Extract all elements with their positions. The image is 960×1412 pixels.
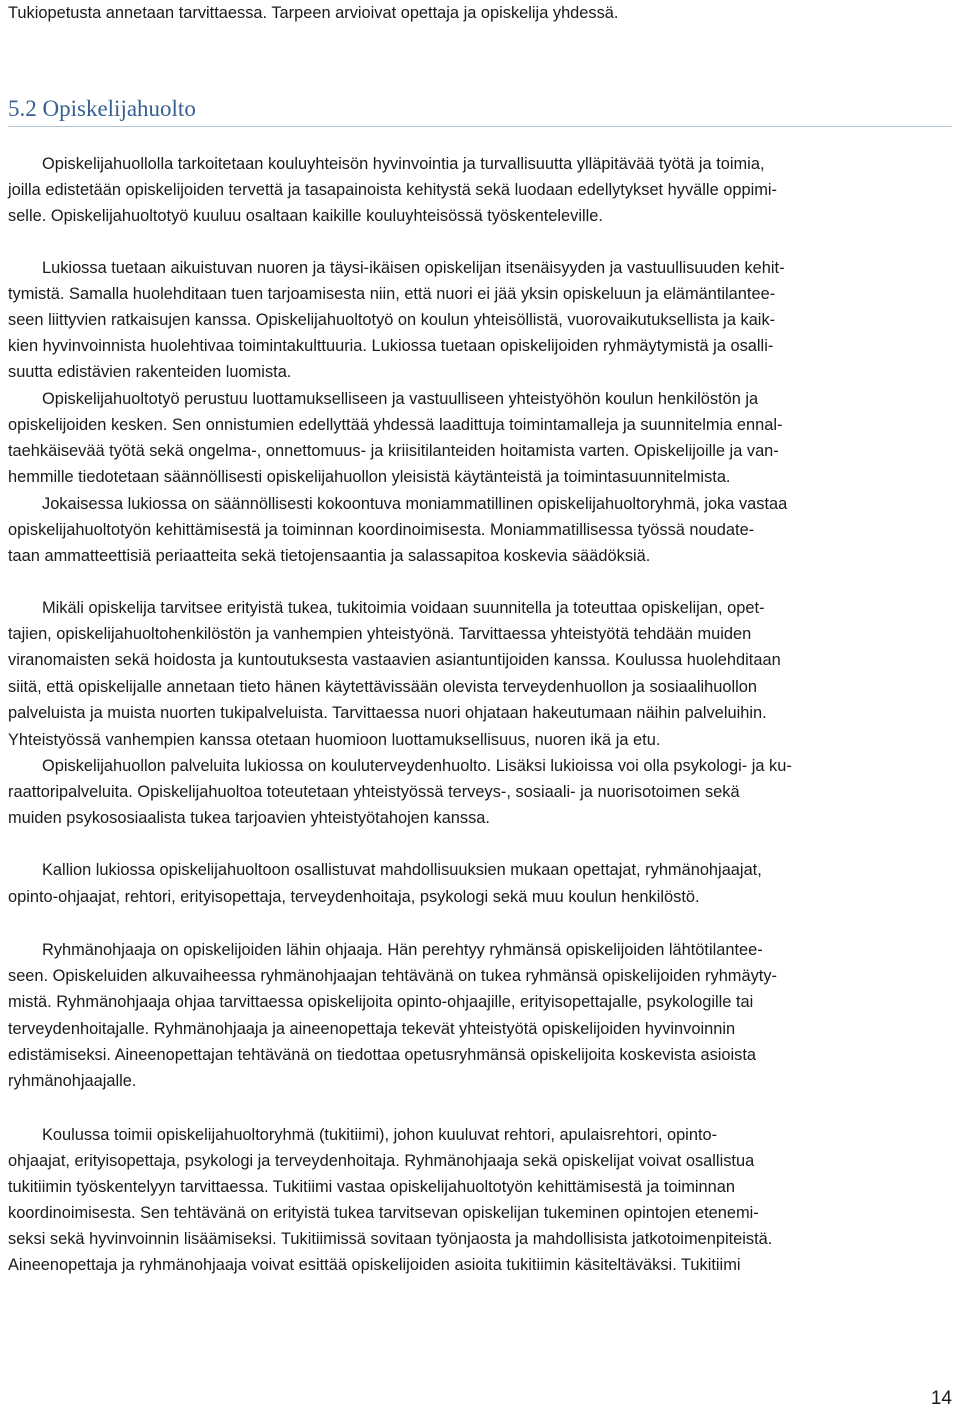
- paragraph-line: ohjaajat, erityisopettaja, psykologi ja terveydenhoitaja. Ryhmänohjaaja sekä opiskelijat voivat osallistua: [8, 1152, 755, 1170]
- paragraph-line: kien hyvinvoinnista huolehtivaa toimintakulttuuria. Lukiossa tuetaan opiskelijoiden ryhmäytymistä ja osalli-: [8, 337, 774, 355]
- paragraph-line: tajien, opiskelijahuoltohenkilöstön ja vanhempien yhteistyönä. Tarvittaessa yhteistyötä tehdään muiden: [8, 625, 752, 643]
- paragraph-line: Opiskelijahuoltotyö perustuu luottamukselliseen ja vastuulliseen yhteistyöhön koulun henkilöstön ja: [42, 390, 759, 408]
- paragraph-line: palveluista ja muista nuorten tukipalveluista. Tarvittaessa nuori ohjataan hakeutumaan näihin palveluihin.: [8, 704, 767, 722]
- paragraph-line: Opiskelijahuollolla tarkoitetaan kouluyhteisön hyvinvointia ja turvallisuutta ylläpitävää työtä ja toimia,: [42, 155, 765, 173]
- paragraph-line: viranomaisten sekä hoidosta ja kuntoutuksesta vastaavien asiantuntijoiden kanssa. Koulussa huolehditaan: [8, 651, 781, 669]
- paragraph-line: Lukiossa tuetaan aikuistuvan nuoren ja täysi-ikäisen opiskelijan itsenäisyyden ja vastuullisuuden kehit-: [42, 259, 785, 277]
- page-number: 14: [930, 1388, 952, 1409]
- paragraph-line: edistämiseksi. Aineenopettajan tehtävänä on tiedottaa opetusryhmänsä opiskelijoita koskevista asioista: [8, 1046, 757, 1064]
- paragraph-line: ryhmänohjaajalle.: [8, 1072, 137, 1090]
- paragraph-line: Opiskelijahuollon palveluita lukiossa on kouluterveydenhuolto. Lisäksi lukioissa voi olla psykologi- ja ku-: [42, 757, 792, 775]
- intro-line: Tukiopetusta annetaan tarvittaessa. Tarpeen arvioivat opettaja ja opiskelija yhdessä.: [8, 4, 619, 22]
- paragraph-line: muiden psykososiaalista tukea tarjoavien yhteistyötahojen kanssa.: [8, 809, 490, 827]
- paragraph-line: seen. Opiskeluiden alkuvaiheessa ryhmänohjaajan tehtävänä on tukea ryhmänsä opiskelijoiden ryhmäyty-: [8, 967, 777, 985]
- paragraph-line: opiskelijahuoltotyön kehittämisestä ja toiminnan koordinoimisesta. Moniammatillisessa työssä noudate-: [8, 521, 755, 539]
- paragraph-line: Ryhmänohjaaja on opiskelijoiden lähin ohjaaja. Hän perehtyy ryhmänsä opiskelijoiden lähtötilantee-: [42, 941, 763, 959]
- paragraph-line: koordinoimisesta. Sen tehtävänä on erityistä tukea tarvitsevan opiskelijan tukeminen opintojen etenemi-: [8, 1204, 759, 1222]
- paragraph-line: Yhteistyössä vanhempien kanssa otetaan huomioon luottamuksellisuus, nuoren ikä ja etu.: [8, 731, 661, 749]
- paragraph-line: raattoripalveluita. Opiskelijahuoltoa toteutetaan yhteistyössä terveys-, sosiaali- ja nuorisotoimen sekä: [8, 783, 740, 801]
- paragraph-line: Aineenopettaja ja ryhmänohjaaja voivat esittää opiskelijoiden asioita tukitiimin käsiteltäväksi. Tukitiimi: [8, 1256, 741, 1274]
- paragraph-line: mistä. Ryhmänohjaaja ohjaa tarvittaessa opiskelijoita opinto-ohjaajille, erityisopettajalle, psykologille tai: [8, 993, 754, 1011]
- paragraph-line: Kallion lukiossa opiskelijahuoltoon osallistuvat mahdollisuuksien mukaan opettajat, ryhmänohjaajat,: [42, 861, 762, 879]
- paragraph-line: terveydenhoitajalle. Ryhmänohjaaja ja aineenopettaja tekevät yhteistyötä opiskelijoiden hyvinvoinnin: [8, 1020, 736, 1038]
- paragraph-line: Koulussa toimii opiskelijahuoltoryhmä (tukitiimi), johon kuuluvat rehtori, apulaisrehtori, opinto-: [42, 1126, 718, 1144]
- paragraph-line: suutta edistävien rakenteiden luomista.: [8, 363, 292, 381]
- paragraph-line: opinto-ohjaajat, rehtori, erityisopettaja, terveydenhoitaja, psykologi sekä muu koulun henkilöstö.: [8, 888, 700, 906]
- paragraph-line: hemmille tiedotetaan säännöllisesti opiskelijahuollon yleisistä käytänteistä ja toimintasuunnitelmista.: [8, 468, 731, 486]
- paragraph-line: Jokaisessa lukiossa on säännöllisesti kokoontuva moniammatillinen opiskelijahuoltoryhmä, joka vastaa: [42, 495, 788, 513]
- paragraph-line: joilla edistetään opiskelijoiden tervettä ja tasapainoista kehitystä sekä luodaan edellytykset hyvälle oppimi-: [8, 181, 777, 199]
- paragraph-line: seen liittyvien ratkaisujen kanssa. Opiskelijahuoltotyö on koulun yhteisöllistä, vuorovaikutuksellista ja kaik-: [8, 311, 776, 329]
- paragraph-line: taan ammatteettisiä periaatteita sekä tietojensaantia ja salassapitoa koskevia säädöksiä.: [8, 547, 651, 565]
- paragraph-line: tymistä. Samalla huolehditaan tuen tarjoamisesta niin, että nuori ei jää yksin opiskeluun ja elämäntilantee-: [8, 285, 776, 303]
- paragraph-line: tukitiimin työskentelyyn tarvittaessa. Tukitiimi vastaa opiskelijahuoltotyön kehittämisestä ja toiminnan: [8, 1178, 735, 1196]
- paragraph-line: opiskelijoiden kesken. Sen onnistumien edellyttää yhdessä laadittuja toimintamalleja ja suunnitelmia ennal-: [8, 416, 783, 434]
- paragraph-line: selle. Opiskelijahuoltotyö kuuluu osaltaan kaikille kouluyhteisössä työskenteleville.: [8, 207, 603, 225]
- section-heading: 5.2 Opiskelijahuolto: [8, 94, 952, 127]
- paragraph-line: siitä, että opiskelijalle annetaan tieto hänen käytettävissään olevista terveydenhuollon ja sosiaalihuollon: [8, 678, 757, 696]
- paragraph-line: Mikäli opiskelija tarvitsee erityistä tukea, tukitoimia voidaan suunnitella ja toteuttaa opiskelijan, opet-: [42, 599, 765, 617]
- paragraph-line: taehkäisevää työtä sekä ongelma-, onnettomuus- ja kriisitilanteiden hoitamista varten. Opiskelijoille ja van-: [8, 442, 779, 460]
- paragraph-line: seksi sekä hyvinvoinnin lisäämiseksi. Tukitiimissä sovitaan työnjaosta ja mahdollisista jatkotoimenpiteistä.: [8, 1230, 773, 1248]
